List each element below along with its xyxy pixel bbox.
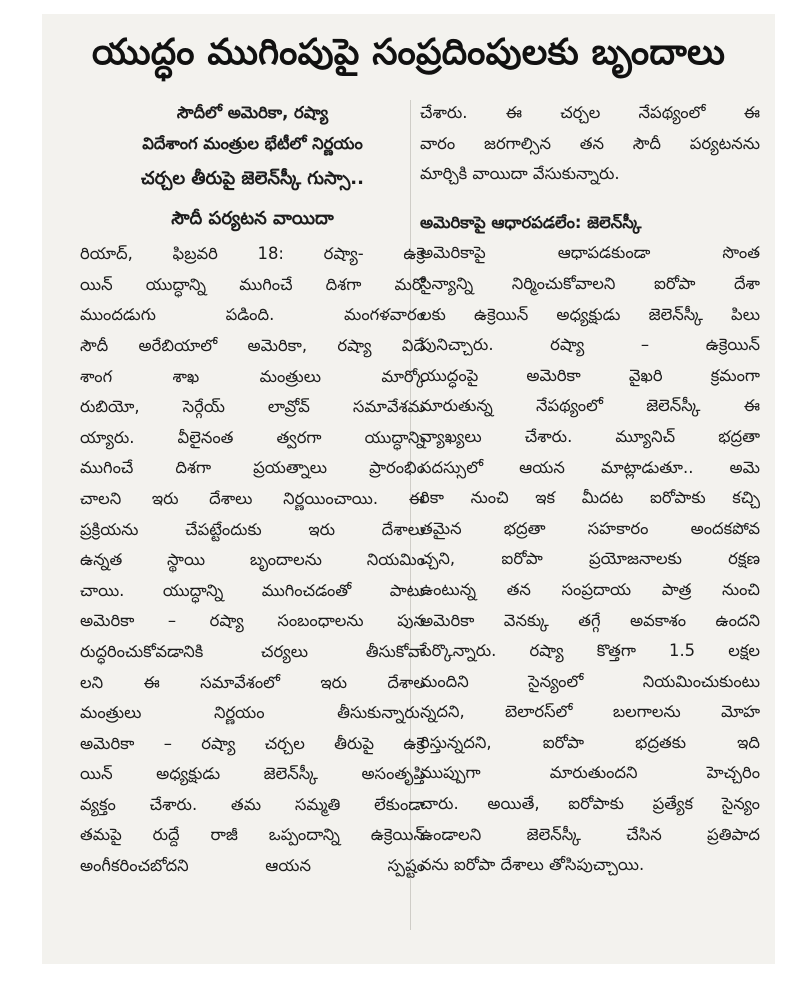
left-body-line-4: సౌదీ అరేబియాలో అమెరికా, రష్యా విదే — [80, 335, 425, 355]
left-body-line-2: యిన్ యుద్ధాన్ని ముగించే దిశగా మరో — [80, 274, 425, 294]
left-body-line-14: రుద్ధరించుకోవడానికి చర్యలు తీసుకోవా — [80, 641, 425, 661]
left-body-line-5: శాంగ శాఖ మంత్రులు మార్కో — [80, 366, 425, 386]
right-para2-line-8: సదస్సులో ఆయన మాట్లాడుతూ.. అమె — [420, 457, 760, 477]
right-para2-line-15: మందిని సైన్యంలో నియమించుకుంటు — [420, 671, 760, 691]
left-body-line-11: ఉన్నత స్థాయి బృందాలను నియమిం — [80, 550, 425, 570]
left-body-line-9: చాలని ఇరు దేశాలు నిర్ణయించాయి. ఈ — [80, 488, 425, 508]
left-body-line-21: అంగీకరించబోదని ఆయన స్పష్టం — [80, 856, 425, 876]
news-clipping — [42, 14, 775, 964]
right-para2-line-16: న్నదని, బెలారస్‌లో బలగాలను మోహ — [420, 702, 760, 722]
deck-line-1: సౌదీలో అమెరికా, రష్యా — [176, 103, 329, 122]
right-para1-line-3: మార్చికి వాయిదా వేసుకున్నారు. — [420, 164, 620, 184]
right-para2-line-17: రిస్తున్నదని, ఐరోపా భద్రతకు ఇది — [420, 732, 760, 752]
subdeck-line-1: చర్చల తీరుపై జెలెన్‌స్కీ గుస్సా.. — [141, 168, 364, 190]
right-para2-line-18: ముప్పుగా మారుతుందని హెచ్చరిం — [420, 763, 760, 783]
left-body-line-13: అమెరికా – రష్యా సంబంధాలను పున — [80, 611, 425, 631]
right-para2-line-9: రికా నుంచి ఇక మీదట ఐరోపాకు కచ్చి — [420, 488, 760, 508]
right-para2-line-12: ఉంటున్న తన సంప్రదాయ పాత్ర నుంచి — [420, 579, 760, 599]
left-column — [80, 98, 425, 882]
subdeck-line-2: సౌదీ పర్యటన వాయిదా — [171, 208, 334, 230]
right-para2-line-4: పునిచ్చారు. రష్యా – ఉక్రెయిన్ — [420, 335, 760, 355]
left-body-line-6: రుబియో, సెర్గేయ్ లావ్రోవ్ సమావేశమ — [80, 397, 425, 417]
left-body-line-17: అమెరికా – రష్యా చర్చల తీరుపై ఉక్రె — [80, 733, 425, 753]
right-para2-line-21: నను ఐరోపా దేశాలు తోసిపుచ్చాయి. — [420, 855, 645, 875]
right-para2-line-14: పేర్కొన్నారు. రష్యా కొత్తగా 1.5 లక్షల — [420, 641, 760, 661]
headline: యుద్ధం ముగింపుపై సంప్రదింపులకు బృందాలు — [91, 32, 726, 73]
left-body-line-1: రియాద్, ఫిబ్రవరి 18: రష్యా- ఉక్రె — [80, 244, 425, 264]
paragraph-gap — [420, 190, 760, 208]
right-para2-line-1: అమెరికాపై ఆధాపడకుండా సొంత — [420, 243, 760, 263]
right-subhead: అమెరికాపై ఆధారపడలేం: జెలెన్‌స్కీ — [420, 212, 642, 232]
left-body-line-16: మంత్రులు నిర్ణయం తీసుకున్నారు. — [80, 703, 425, 723]
left-body-line-18: యిన్ అధ్యక్షుడు జెలెన్‌స్కీ అసంతృప్తి — [80, 764, 425, 784]
right-para2-line-6: మారుతున్న నేపథ్యంలో జెలెన్‌స్కీ ఈ — [420, 396, 760, 416]
left-body-line-3: ముందడుగు పడింది. మంగళవారం — [80, 305, 425, 325]
right-para2-line-20: ఉండాలని జెలెన్‌స్కీ చేసిన ప్రతిపాద — [420, 824, 760, 844]
right-para2-line-13: అమెరికా వెనక్కు తగ్గే అవకాశం ఉందని — [420, 610, 760, 630]
right-para2-line-19: చారు. అయితే, ఐరోపాకు ప్రత్యేక సైన్యం — [420, 794, 760, 814]
right-para2-line-2: సైన్యాన్ని నిర్మించుకోవాలని ఐరోపా దేశా — [420, 273, 760, 293]
left-body-line-7: య్యారు. వీలైనంత త్వరగా యుద్ధాన్ని — [80, 427, 425, 447]
right-para2-line-3: లకు ఉక్రెయిన్ అధ్యక్షుడు జెలెన్‌స్కీ పిలు — [420, 304, 760, 324]
right-para1-line-2: వారం జరగాల్సిన తన సౌదీ పర్యటనను — [420, 133, 760, 153]
right-para2-line-10: తమైన భద్రతా సహకారం అందకపోవ — [420, 518, 760, 538]
right-para2-line-7: వ్యాఖ్యలు చేశారు. మ్యూనిచ్ భద్రతా — [420, 426, 760, 446]
right-column — [420, 98, 760, 881]
left-body-line-10: ప్రక్రియను చేపట్టేందుకు ఇరు దేశాలు — [80, 519, 425, 539]
right-para1-line-1: చేశారు. ఈ చర్చల నేపథ్యంలో ఈ — [420, 103, 760, 122]
left-body-text — [80, 239, 425, 881]
right-paragraph-1 — [420, 98, 760, 190]
left-body-line-15: లని ఈ సమావేశంలో ఇరు దేశాల — [80, 672, 425, 692]
right-para2-line-5: యుద్ధంపై అమెరికా వైఖరి క్రమంగా — [420, 365, 760, 385]
deck-line-2: విదేశాంగ మంత్రుల భేటీలో నిర్ణయం — [142, 133, 363, 153]
left-body-line-12: చాయి. యుద్ధాన్ని ముగించడంతో పాటు — [80, 580, 425, 600]
right-para2-line-11: చ్చని, ఐరోపా ప్రయోజనాలకు రక్షణ — [420, 549, 760, 569]
left-body-line-8: ముగించే దిశగా ప్రయత్నాలు ప్రారంభిం — [80, 458, 425, 478]
left-body-line-20: తమపై రుద్దే రాజీ ఒప్పందాన్ని ఉక్రెయిన్ — [80, 825, 425, 845]
left-body-line-19: వ్యక్తం చేశారు. తమ సమ్మతి లేకుండా — [80, 794, 425, 814]
right-paragraph-2 — [420, 238, 760, 880]
